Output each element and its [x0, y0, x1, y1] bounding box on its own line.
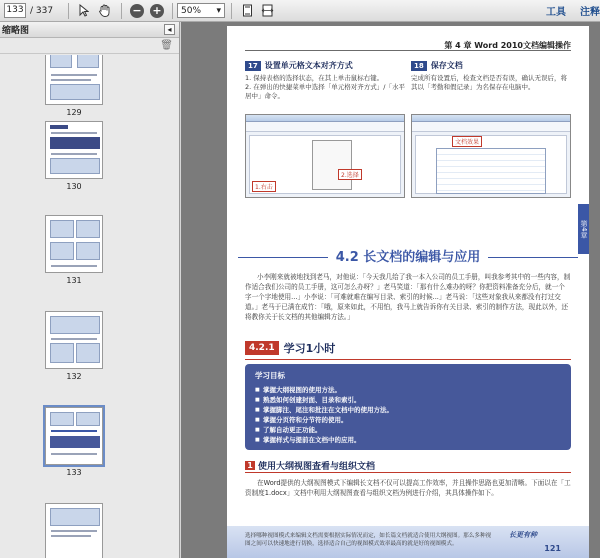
toolbar-divider	[231, 3, 232, 19]
plus-icon: +	[150, 4, 164, 18]
thumb-text-line	[51, 530, 97, 532]
thumb-text-line	[51, 265, 97, 267]
thumb-image	[50, 508, 100, 526]
thumb-image	[76, 343, 100, 363]
select-tool-icon[interactable]	[75, 2, 93, 20]
section-divider	[245, 359, 571, 360]
callout-right-click: 1.右击	[252, 181, 276, 192]
goal-item: ■ 掌握分页符和分节符的使用。	[255, 415, 561, 425]
section-18-text: 完成所有设置后，检查文档是否有误，确认无误后，将其以「考勤和假记录」为名保存在电脑中。	[411, 74, 567, 91]
thumbnail-tools	[0, 38, 179, 54]
page-thumbnail	[45, 503, 103, 558]
callout-select: 2.选择	[338, 169, 362, 180]
toolbar-right	[532, 3, 600, 18]
chapter-edge-tab: 第4章	[578, 204, 589, 254]
thumb-text-line	[51, 132, 97, 134]
thumb-image	[50, 242, 74, 260]
fit-page-icon[interactable]	[238, 2, 256, 20]
context-menu	[312, 140, 352, 190]
window-titlebar	[246, 115, 404, 122]
goal-item: ■ 掌握脚注、尾注和批注在文档中的使用方法。	[255, 405, 561, 415]
header-divider	[245, 50, 571, 51]
section-title: 保存文档	[430, 61, 463, 70]
toolbar-divider	[172, 3, 173, 19]
chapter-header: 第 4 章 Word 2010文档编辑操作	[444, 41, 571, 50]
screenshot-context-menu	[245, 114, 405, 198]
document-sheet	[415, 135, 567, 194]
subsection-divider	[245, 472, 571, 473]
toolbar-divider	[68, 3, 69, 19]
thumbnail-label: 133	[66, 468, 82, 477]
thumb-image	[76, 220, 100, 238]
thumb-text-line	[51, 79, 91, 81]
section-18-heading	[411, 60, 463, 71]
thumb-image	[50, 55, 72, 68]
minus-icon: −	[130, 4, 144, 18]
thumb-text-line	[51, 535, 91, 537]
thumb-box	[50, 137, 100, 149]
subsection-number: 1	[245, 461, 255, 470]
tools-button[interactable]: 工具	[546, 7, 566, 18]
thumb-image	[50, 220, 74, 238]
thumb-heading	[50, 125, 68, 129]
thumb-text-line	[51, 153, 97, 155]
zoom-select[interactable]	[177, 3, 225, 18]
thumb-image	[50, 158, 100, 174]
document-view[interactable]	[181, 22, 600, 558]
section-number: 18	[411, 61, 427, 71]
section-4-2-1-heading	[245, 340, 335, 356]
footer-tip: 选择哪种视图模式来编辑文档需要根据实际情况而定，如长篇文档就适合使用大纲视图。那么多种视图之间可以快速地进行切换，选择适合自己的视图模式效率最高的就是好的视图模式。	[245, 533, 492, 547]
thumbnail-panel-header	[0, 22, 179, 38]
toolbar	[0, 0, 600, 22]
chapter-title: 4.2 长文档的编辑与应用	[227, 246, 589, 265]
window-titlebar	[412, 115, 570, 122]
thumb-image	[50, 316, 100, 334]
screenshot-result	[411, 114, 571, 198]
page-number-input[interactable]: 133	[4, 3, 26, 18]
goal-item: ■ 掌握大纲视图的使用方法。	[255, 385, 561, 395]
thumbnail-panel	[0, 22, 180, 558]
page-thumbnail-current	[45, 407, 103, 465]
thumb-image	[76, 412, 100, 426]
thumb-text-line	[51, 430, 97, 432]
subsection-1-paragraph: 在Word提供的大纲视图模式下编辑长文档不仅可以提高工作效率，并且操作思路也更加清晰。下面以在「工资制度1.docx」文档中利用大纲视图查看与组织文档为例进行介绍，其具体操作如下。	[245, 479, 571, 497]
goals-title: 学习目标	[255, 371, 285, 380]
page-total: / 337	[30, 5, 54, 16]
thumb-image	[76, 242, 100, 260]
thumb-text-line	[51, 453, 97, 455]
fit-width-icon[interactable]	[258, 2, 276, 20]
ribbon	[246, 122, 404, 132]
thumb-text-line	[51, 338, 97, 340]
ribbon	[412, 122, 570, 132]
section-17-heading	[245, 60, 353, 71]
hand-tool-icon[interactable]	[95, 2, 113, 20]
page-thumbnail	[45, 121, 103, 179]
thumbnail-panel-title: 缩略图	[2, 26, 30, 36]
section-17-text: 1. 保持表格的选择状态，在其上单击鼠标右键。 2. 在弹出的快捷菜单中选择「单元格对齐方式」/「水平居中」命令。	[245, 74, 405, 100]
section-number: 17	[245, 61, 261, 71]
thumb-image	[50, 343, 74, 363]
thumbnail-label: 131	[66, 276, 82, 285]
goal-item: ■ 了解自动更正功能。	[255, 425, 561, 435]
comment-button[interactable]: 注释	[580, 7, 600, 18]
page-number: 121	[544, 544, 561, 553]
page-thumbnail	[45, 215, 103, 273]
chevron-down-icon: ▾	[216, 5, 221, 16]
thumbnail-item[interactable]	[45, 215, 103, 285]
trash-icon[interactable]: 🗑	[160, 40, 173, 51]
zoom-out-button[interactable]	[128, 2, 146, 20]
result-table	[436, 148, 546, 194]
footer-logo: 长更有种	[509, 531, 537, 539]
thumb-image	[50, 84, 100, 100]
document-page	[227, 26, 589, 558]
section-title: 学习1小时	[283, 342, 336, 355]
thumbnail-item[interactable]	[45, 55, 103, 117]
collapse-panel-button[interactable]: ◂	[164, 24, 175, 35]
thumbnail-item[interactable]	[45, 121, 103, 191]
thumbnail-item[interactable]	[45, 503, 103, 558]
subsection-1-heading	[245, 459, 375, 472]
subsection-title: 使用大纲视图查看与组织文档	[258, 462, 376, 472]
thumb-image	[50, 412, 74, 426]
thumb-image	[77, 55, 99, 68]
thumbnail-list	[0, 55, 180, 558]
thumbnail-label: 130	[66, 182, 82, 191]
goal-item: ■ 熟悉如何创建封面、目录和索引。	[255, 395, 561, 405]
section-title: 设置单元格文本对齐方式	[264, 61, 353, 70]
thumb-text-line	[51, 74, 97, 76]
callout-result: 文档效果	[452, 136, 482, 147]
thumbnail-label: 132	[66, 372, 82, 381]
goal-item: ■ 掌握样式与提前在文档中的应用。	[255, 435, 561, 445]
thumbnail-label: 129	[66, 108, 82, 117]
page-thumbnail	[45, 311, 103, 369]
intro-paragraph: 小李刚来就被地找到老马，对他说：「今天我几给了我一本入公司的员工手册，叫我参考其中的一些内容，制作适合我们公司的员工手册，这可怎么办呀？」老马笑道：「那有什么难办的呀？你把资料准备充分后，就一个字一个字地使用...」小李说：「可难就难在编写目录、索引的时候...」老马说：「这些对象我从来都没有打过交道。」老马于已满在成竹：「哦，原来如此，不用怕，我马上就告诉你有关目录、索引的制作方法，现此以外，还将教你关于长文档的其他编辑方法。」	[245, 273, 571, 321]
page-thumbnail	[45, 55, 103, 105]
toolbar-divider	[121, 3, 122, 19]
thumbnail-item[interactable]	[45, 407, 103, 477]
learning-goals-box	[245, 364, 571, 450]
thumb-box	[50, 436, 100, 448]
thumbnail-item[interactable]	[45, 311, 103, 381]
zoom-in-button[interactable]	[148, 2, 166, 20]
zoom-value: 50%	[181, 5, 202, 16]
section-tag: 4.2.1	[245, 341, 279, 355]
